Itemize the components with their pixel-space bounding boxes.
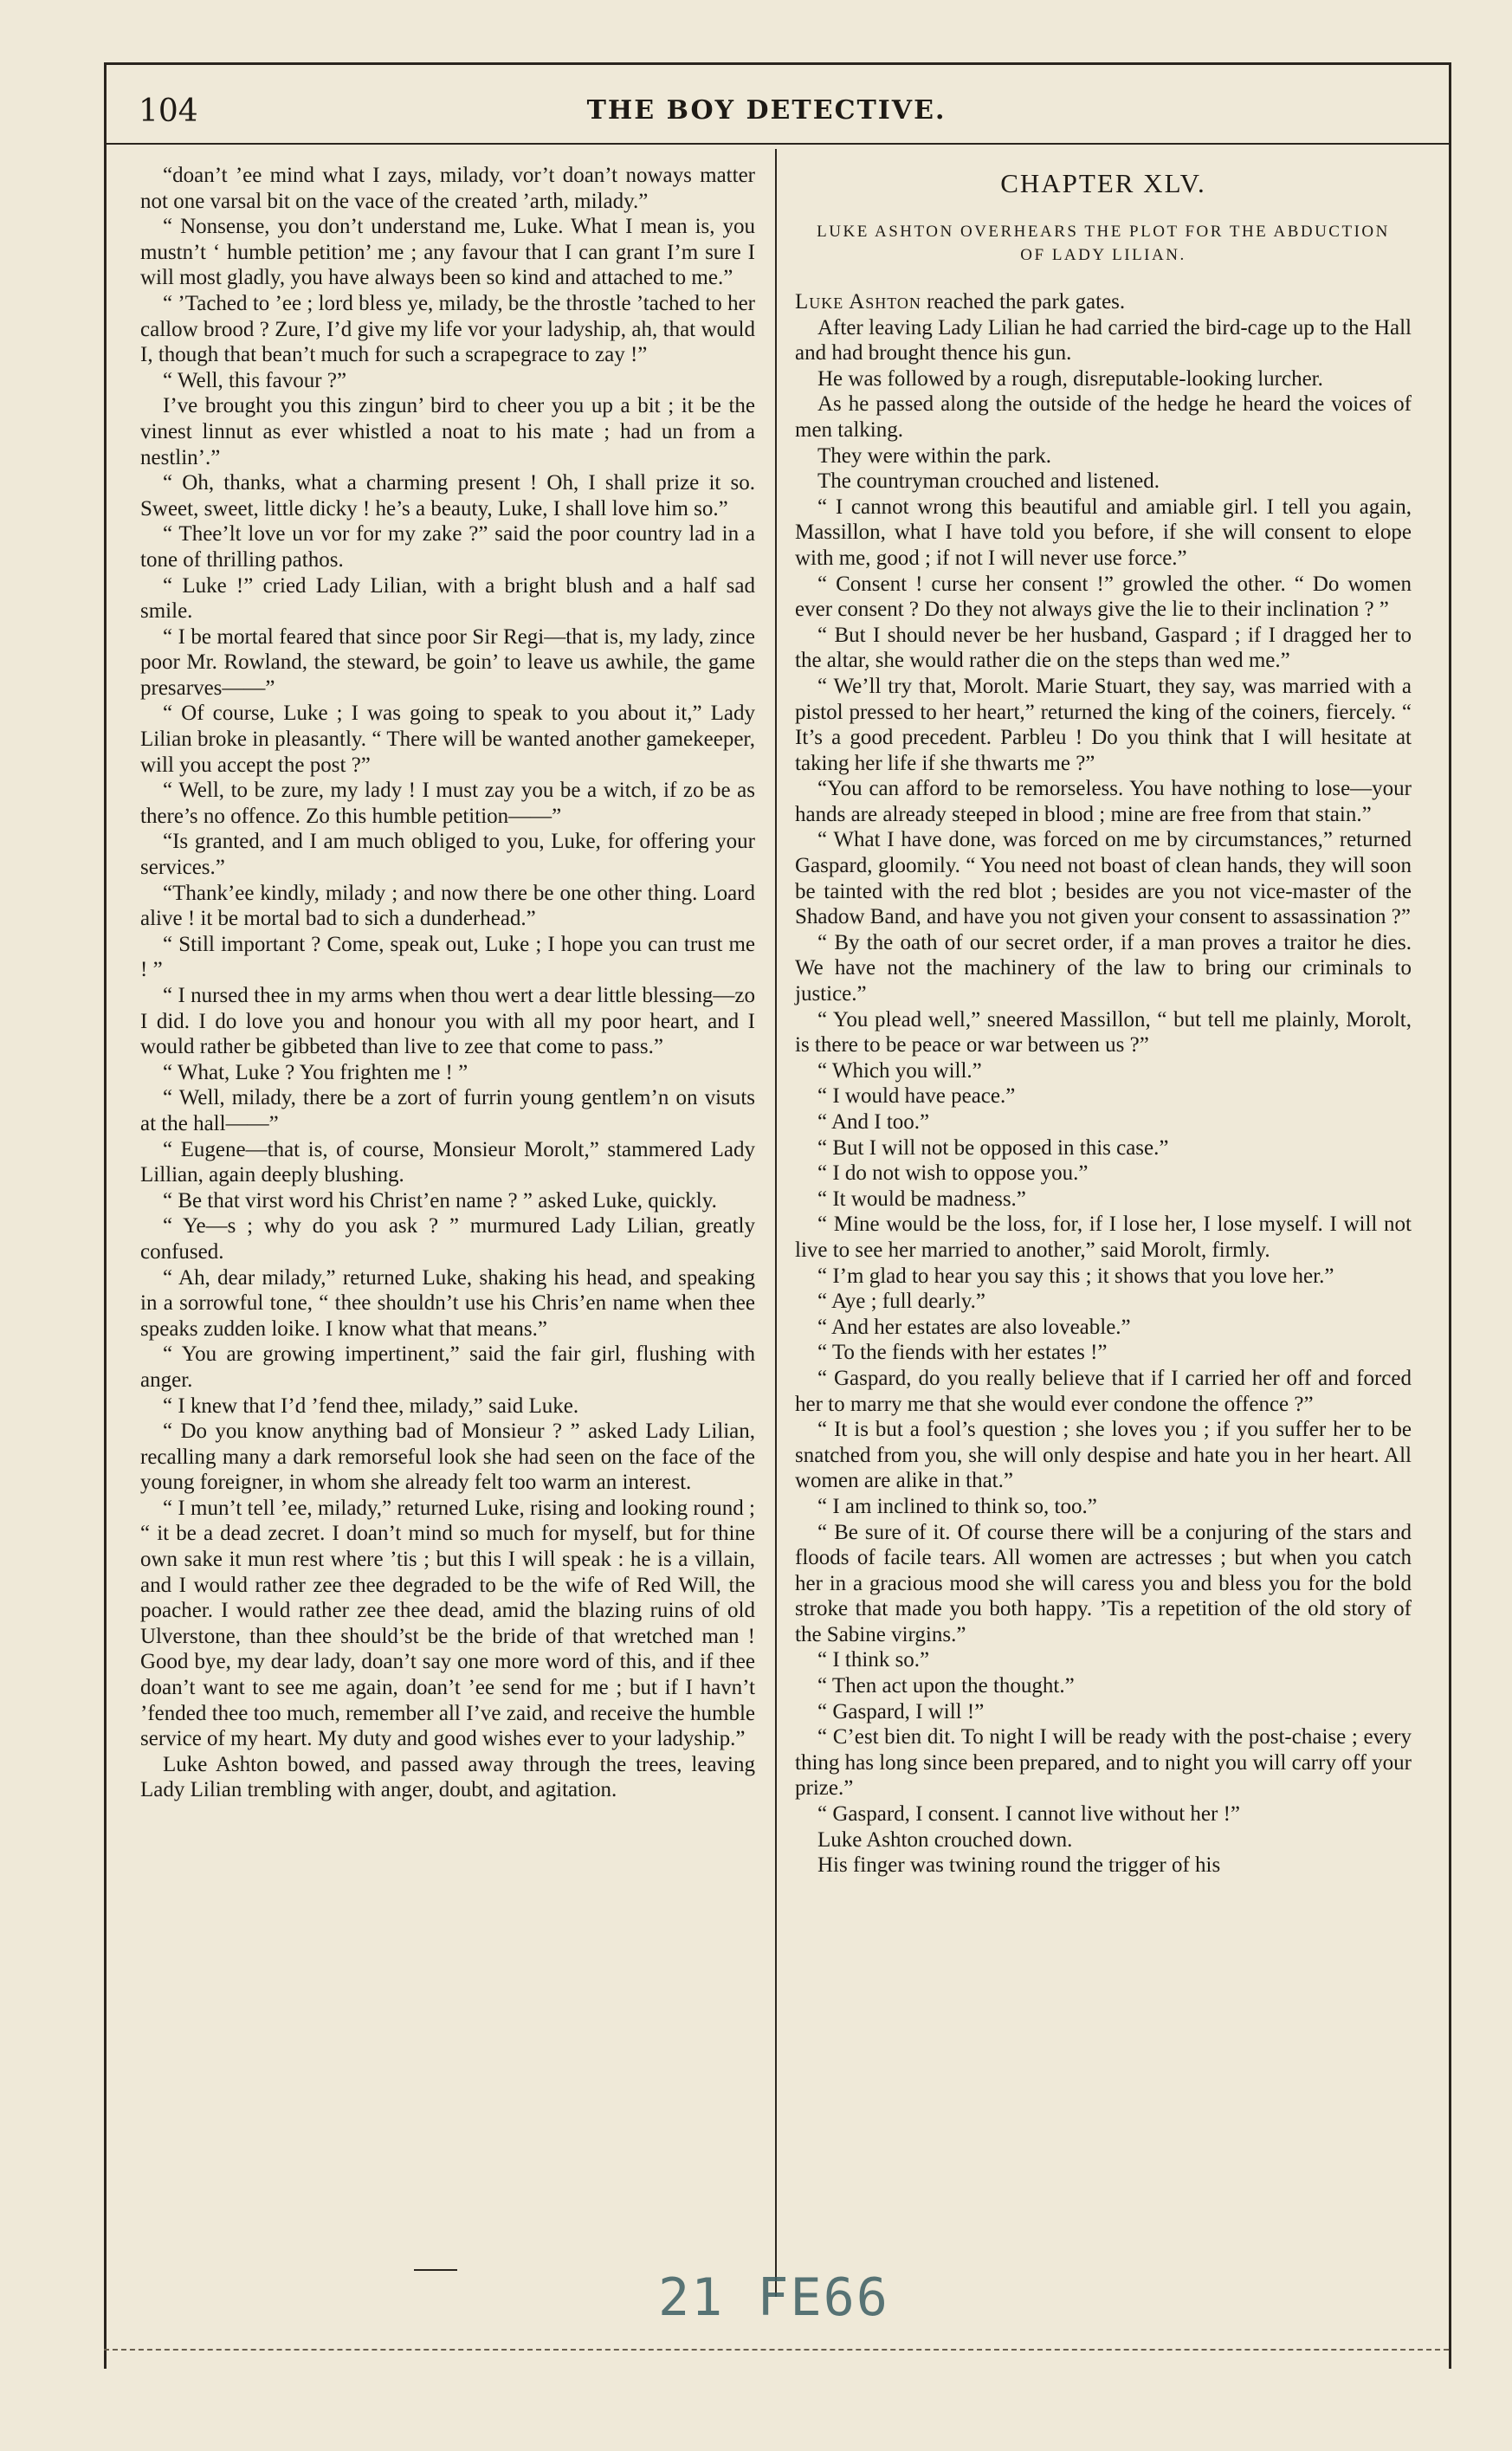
paragraph: “ Aye ; full dearly.”: [817, 1290, 985, 1314]
paragraph: “ We’ll try that, Morolt. Marie Stuart, they say, was married with a pistol pressed to her heart,” returned the king of the coiners, fiercely. “ It’s a good precedent. Parbleu ! Do you think that I will hesitate at taking her life if she thwarts me ?”: [795, 674, 1412, 775]
left-column: [140, 163, 755, 1803]
paragraph: “ Ah, dear milady,” returned Luke, shaking his head, and speaking in a sorrowful tone, “ thee shouldn’t use his Chris’en name when thee speaks zudden loike. I know what that means.”: [140, 1265, 755, 1341]
paragraph: “ Be sure of it. Of course there will be a conjuring of the stars and floods of facile tears. All women are actresses ; but when you catch her in a gracious mood she will caress you and bless you for the bold stroke that made you both happy. ’Tis a repetition of the old story of the Sabine virgins.”: [795, 1520, 1412, 1646]
paragraph: “ I think so.”: [817, 1648, 930, 1672]
chapter-title: CHAPTER XLV.: [1000, 168, 1206, 198]
paragraph: “ It is but a fool’s question ; she loves you ; if you suffer her to be snatched from you, she will only despise and hate you in her heart. All women are alike in that.”: [795, 1418, 1412, 1493]
paragraph: “ Oh, thanks, what a charming present ! Oh, I shall prize it so. Sweet, sweet, little dicky ! he’s a beauty, Luke, I shall love him so.”: [140, 471, 755, 521]
right-column: [795, 163, 1412, 1879]
paragraph: “ And her estates are also loveable.”: [817, 1315, 1131, 1339]
paragraph: “ Still important ? Come, speak out, Luke ; I hope you can trust me ! ”: [140, 932, 755, 982]
paragraph: “ Eugene—that is, of course, Monsieur Morolt,” stammered Lady Lillian, again deeply blushing.: [140, 1137, 755, 1187]
paragraph: They were within the park.: [817, 443, 1052, 468]
paragraph: “Thank’ee kindly, milady ; and now there be one other thing. Loard alive ! it be mortal bad to sich a dunderhead.”: [140, 881, 755, 931]
paragraph: “ Mine would be the loss, for, if I lose her, I lose myself. I will not live to see her married to another,” said Morolt, firmly.: [795, 1213, 1412, 1262]
paragraph: The countryman crouched and listened.: [817, 469, 1160, 494]
paragraph: His finger was twining round the trigger of his: [817, 1853, 1221, 1878]
paragraph: “ Do you know anything bad of Monsieur ? ” asked Lady Lilian, recalling many a dark remorseful look she had seen on the face of the young foreigner, in whom she already felt too warm an interest.: [140, 1420, 755, 1495]
paragraph: “ Gaspard, I will !”: [817, 1699, 985, 1723]
paragraph: “ I nursed thee in my arms when thou wert a dear little blessing—zo I did. I do love you and honour you with all my poor heart, and I would rather be gibbeted than live to zee that come to pass.”: [140, 984, 755, 1059]
paragraph: “doan’t ’ee mind what I zays, milady, vor’t doan’t noways matter not one varsal bit on the vace of the created ’arth, milady.”: [140, 164, 755, 213]
paragraph: “You can afford to be remorseless. You have nothing to lose—your hands are already steeped in blood ; mine are free from that stain.”: [795, 777, 1412, 826]
paragraph: “ Well, to be zure, my lady ! I must zay you be a witch, if zo be as there’s no offence. Zo this humble petition——”: [140, 779, 755, 828]
paragraph: Luke Ashton bowed, and passed away through the trees, leaving Lady Lilian trembling with anger, doubt, and agitation.: [140, 1752, 755, 1802]
paragraph: “ Of course, Luke ; I was going to speak to you about it,” Lady Lilian broke in pleasantly. “ There will be wanted another gamekeeper, will you accept the post ?”: [140, 702, 755, 777]
paragraph: “ Ye—s ; why do you ask ? ” murmured Lady Lilian, greatly confused.: [140, 1214, 755, 1264]
paragraph: “ And I too.”: [817, 1110, 930, 1134]
paragraph: After leaving Lady Lilian he had carried the bird-cage up to the Hall and had brought thence his gun.: [795, 315, 1412, 365]
paragraph: “ It would be madness.”: [817, 1187, 1026, 1211]
paragraph: “ Thee’lt love un vor for my zake ?” said the poor country lad in a tone of thrilling pathos.: [140, 522, 755, 572]
paragraph: “ Nonsense, you don’t understand me, Luke. What I mean is, you mustn’t ‘ humble petition’ me ; any favour that I can grant I’m sure I will most gladly, you have always been so kind and attached to me.”: [140, 215, 755, 290]
right-paragraphs: [795, 315, 1412, 1879]
paragraph: “ Gaspard, do you really believe that if I carried her off and forced her to marry me that she would ever condone the offence ?”: [795, 1366, 1412, 1416]
end-rule: [414, 2269, 457, 2271]
paragraph: “ Luke !” cried Lady Lilian, with a bright blush and a half sad smile.: [140, 573, 755, 624]
paragraph: “ By the oath of our secret order, if a man proves a traitor he dies. We have not the machinery of the law to bring our criminals to justice.”: [795, 930, 1412, 1006]
paragraph: “ I do not wish to oppose you.”: [817, 1161, 1089, 1186]
paragraph: “ I mun’t tell ’ee, milady,” returned Luke, rising and looking round ; “ it be a dead zecret. I doan’t mind so much for myself, but for thine own sake it mun rest where ’tis ; but this I will speak : he is a villain, and I would rather zee thee degraded to be the wife of Red Will, the poacher. I would rather zee thee dead, amid the blazing ruins of old Ulverstone, than thee should’st be the bride of that wretched man ! Good bye, my dear lady, doan’t say one more word of this, and if thee doan’t want to see me again, doan’t ’ee send for me ; but if I havn’t ’fended thee too much, remember all I’ve zaid, and receive the humble service of my heart. My duty and good wishes ever to your ladyship.”: [140, 1496, 755, 1751]
paragraph: “ I’m glad to hear you say this ; it shows that you love her.”: [817, 1264, 1334, 1288]
paragraph: “ I am inclined to think so, too.”: [817, 1494, 1097, 1518]
paragraph: “ Then act upon the thought.”: [817, 1674, 1075, 1698]
paragraph: “ ’Tached to ’ee ; lord bless ye, milady, be the throstle ’tached to her callow brood ? Zure, I’d give my life vor your ladyship, ah, that would I, though that bean’t much for such a scrapegrace to zay !”: [140, 291, 755, 367]
paragraph: “ Consent ! curse her consent !” growled the other. “ Do women ever consent ? Do they not always give the lie to their inclination ? ”: [795, 572, 1412, 622]
library-date-stamp: 21 FE66: [658, 2267, 889, 2328]
paragraph: “ To the fiends with her estates !”: [817, 1341, 1108, 1365]
paragraph: “ What I have done, was forced on me by circumstances,” returned Gaspard, gloomily. “ You need not boast of clean hands, they will soon be tainted with the red blot ; besides are you not vice-master of the Shadow Band, and have you not given your consent to assassination ?”: [795, 828, 1412, 929]
paragraph: “ But I will not be opposed in this case.”: [817, 1135, 1169, 1160]
paragraph: He was followed by a rough, disreputable-looking lurcher.: [817, 366, 1323, 391]
paragraph: “ Well, milady, there be a zort of furrin young gentlem’n on visuts at the hall——”: [140, 1086, 755, 1135]
header-rule: [104, 143, 1449, 145]
paragraph: “ I cannot wrong this beautiful and amiable girl. I tell you again, Massillon, what I have told you before, if she will consent to elope with me, good ; if not I will never use force.”: [795, 495, 1412, 570]
chapter-subtitle: LUKE ASHTON OVERHEARS THE PLOT FOR THE ABDUCTION OF LADY LILIAN.: [817, 223, 1390, 264]
page-header: [139, 94, 1394, 146]
paragraph: “ Well, this favour ?”: [163, 368, 347, 392]
paragraph: “ I be mortal feared that since poor Sir Regi—that is, my lady, zince poor Mr. Rowland, the steward, be goin’ to leave us awhile, the game presarves——”: [140, 624, 755, 700]
bottom-dashed-rule: [104, 2349, 1449, 2351]
chapter-opening-paragraph: [795, 289, 1412, 315]
paragraph: “ Which you will.”: [817, 1058, 982, 1083]
paragraph: “ But I should never be her husband, Gaspard ; if I dragged her to the altar, she would rather die on the steps than wed me.”: [795, 623, 1412, 673]
paragraph: “ I knew that I’d ’fend thee, milady,” said Luke.: [163, 1394, 579, 1418]
column-divider: [775, 149, 777, 2297]
paragraph: “ You are growing impertinent,” said the fair girl, flushing with anger.: [140, 1342, 755, 1392]
paragraph: “ Be that virst word his Christ’en name ? ” asked Luke, quickly.: [163, 1188, 717, 1213]
paragraph: “ What, Luke ? You frighten me ! ”: [163, 1060, 468, 1084]
paragraph: I’ve brought you this zingun’ bird to cheer you up a bit ; it be the vinest linnut as ever whistled a noat to his mate ; had un from a nestlin’.”: [140, 394, 755, 469]
opening-name: Luke Ashton: [795, 290, 921, 314]
paragraph: “ You plead well,” sneered Massillon, “ but tell me plainly, Morolt, is there to be peace or war between us ?”: [795, 1007, 1412, 1057]
paragraph: As he passed along the outside of the hedge he heard the voices of men talking.: [795, 392, 1412, 442]
paragraph: Luke Ashton crouched down.: [817, 1827, 1073, 1852]
page-number: 104: [139, 94, 198, 129]
opening-text: reached the park gates.: [921, 290, 1126, 314]
running-title: THE BOY DETECTIVE.: [586, 95, 947, 126]
paragraph: “ I would have peace.”: [817, 1084, 1016, 1109]
paragraph: “Is granted, and I am much obliged to you, Luke, for offering your services.”: [140, 830, 755, 880]
paragraph: “ C’est bien dit. To night I will be ready with the post-chaise ; every thing has long since been prepared, and to night you will carry off your prize.”: [795, 1725, 1412, 1801]
paragraph: “ Gaspard, I consent. I cannot live without her !”: [817, 1802, 1241, 1827]
